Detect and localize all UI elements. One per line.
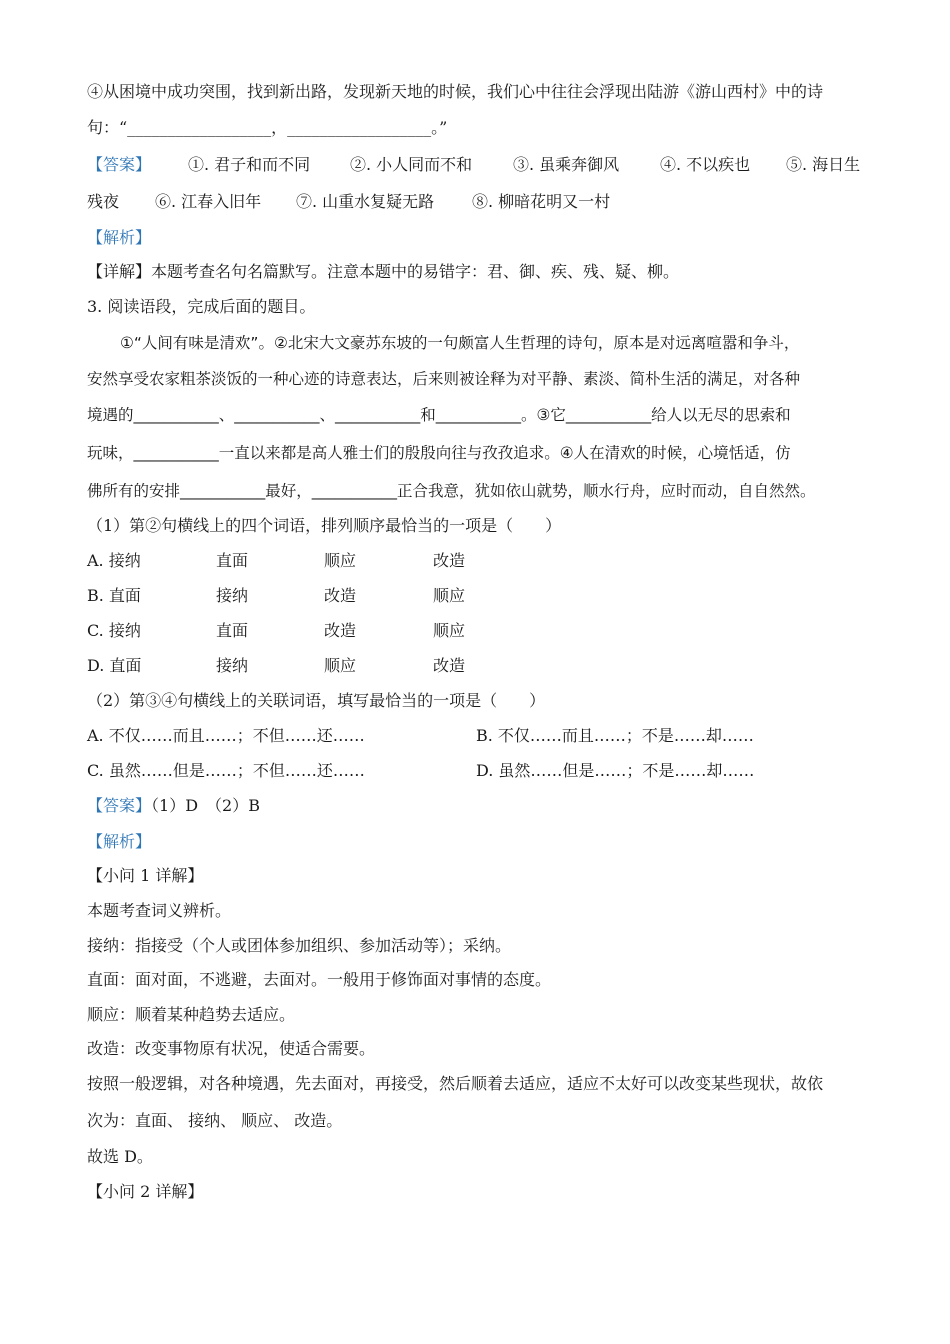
- answer-item: ⑦. 山重水复疑无路: [296, 192, 435, 211]
- detail-line: 改造：改变事物原有状况，使适合需要。: [87, 1039, 376, 1058]
- answer-item: 残夜: [87, 192, 120, 211]
- option-word: 顺应: [433, 586, 466, 605]
- analysis-tag: 【解析】: [87, 228, 152, 247]
- option-b: B. 不仅……而且……；不是……却……: [476, 726, 754, 745]
- answer-item: ②. 小人同而不和: [350, 155, 473, 174]
- option-letter: A. 接纳: [87, 551, 141, 570]
- passage-line: 玩味，___________一直以来都是高人雅士们的殷殷向往与孜孜追求。④人在清欢的时候，心境恬适，仿: [87, 444, 791, 462]
- option-word: 改造: [324, 621, 357, 640]
- sub1-detail-title: 【小问 1 详解】: [87, 866, 204, 885]
- option-d: D. 虽然……但是……；不是……却……: [476, 761, 755, 780]
- option-word: 直面: [216, 551, 249, 570]
- answer-item: ①. 君子和而不同: [188, 155, 311, 174]
- answer-tag: 【答案】: [87, 155, 152, 174]
- detail-line: 按照一般逻辑，对各种境遇，先去面对，再接受，然后顺着去适应，适应不太好可以改变某些现状，故依: [87, 1074, 824, 1093]
- passage-line: 安然享受农家粗茶淡饭的一种心迹的诗意表达，后来则被诠释为对平静、素淡、简朴生活的满足，对各种: [87, 370, 801, 388]
- q3-answer: [87, 796, 260, 816]
- answer-item: ⑤. 海日生: [786, 155, 861, 174]
- option-a: A. 不仅……而且……；不但……还……: [87, 726, 365, 745]
- option-word: 顺应: [324, 551, 357, 570]
- option-letter: C. 接纳: [87, 621, 141, 640]
- passage-line: ①“人间有味是清欢”。②北宋大文豪苏东坡的一句颇富人生哲理的诗句，原本是对远离喧嚣和争斗，: [120, 334, 800, 352]
- passage-line: 佛所有的安排___________最好，___________正合我意，犹如依山就势，顺水行舟，应时而动，自自然然。: [87, 482, 816, 500]
- option-word: 接纳: [216, 586, 249, 605]
- option-letter: B. 直面: [87, 586, 141, 605]
- q3-title: 3. 阅读语段，完成后面的题目。: [87, 297, 316, 316]
- q2-answers-line1: [87, 155, 151, 175]
- q2-detail: 【详解】本题考查名句名篇默写。注意本题中的易错字：君、御、疾、残、疑、柳。: [87, 262, 680, 281]
- answer-item: ④. 不以疾也: [660, 155, 751, 174]
- sub2-detail-title: 【小问 2 详解】: [87, 1182, 204, 1201]
- detail-line: 本题考查词义辨析。: [87, 901, 232, 920]
- passage-line: 境遇的___________、___________、___________和___________。③它___________给人以无尽的思索和: [87, 406, 791, 424]
- answer-text: （1）D （2）B: [151, 796, 260, 815]
- option-word: 直面: [216, 621, 249, 640]
- detail-line: 次为：直面、 接纳、 顺应、 改造。: [87, 1111, 343, 1130]
- detail-line: 故选 D。: [87, 1147, 153, 1166]
- option-c: C. 虽然……但是……；不但……还……: [87, 761, 365, 780]
- q2-item4-line1: ④从困境中成功突围，找到新出路，发现新天地的时候，我们心中往往会浮现出陆游《游山西村》中的诗: [87, 82, 824, 101]
- detail-line: 直面：面对面，不逃避，去面对。一般用于修饰面对事情的态度。: [87, 970, 552, 989]
- sub2-stem: （2）第③④句横线上的关联词语，填写最恰当的一项是（ ）: [87, 691, 546, 710]
- sub1-stem: （1）第②句横线上的四个词语，排列顺序最恰当的一项是（ ）: [87, 516, 562, 535]
- analysis-tag: 【解析】: [87, 832, 152, 851]
- answer-item: ⑧. 柳暗花明又一村: [472, 192, 611, 211]
- option-word: 顺应: [324, 656, 357, 675]
- option-word: 改造: [324, 586, 357, 605]
- answer-item: ⑥. 江春入旧年: [155, 192, 262, 211]
- option-word: 改造: [433, 551, 466, 570]
- q2-item4-line2: 句：“__________________，__________________。”: [87, 118, 448, 137]
- detail-line: 接纳：指接受（个人或团体参加组织、参加活动等）；采纳。: [87, 936, 512, 955]
- option-word: 顺应: [433, 621, 466, 640]
- detail-line: 顺应：顺着某种趋势去适应。: [87, 1005, 296, 1024]
- answer-item: ③. 虽乘奔御风: [513, 155, 620, 174]
- option-word: 改造: [433, 656, 466, 675]
- option-letter: D. 直面: [87, 656, 142, 675]
- option-word: 接纳: [216, 656, 249, 675]
- answer-tag: 【答案】: [87, 796, 152, 815]
